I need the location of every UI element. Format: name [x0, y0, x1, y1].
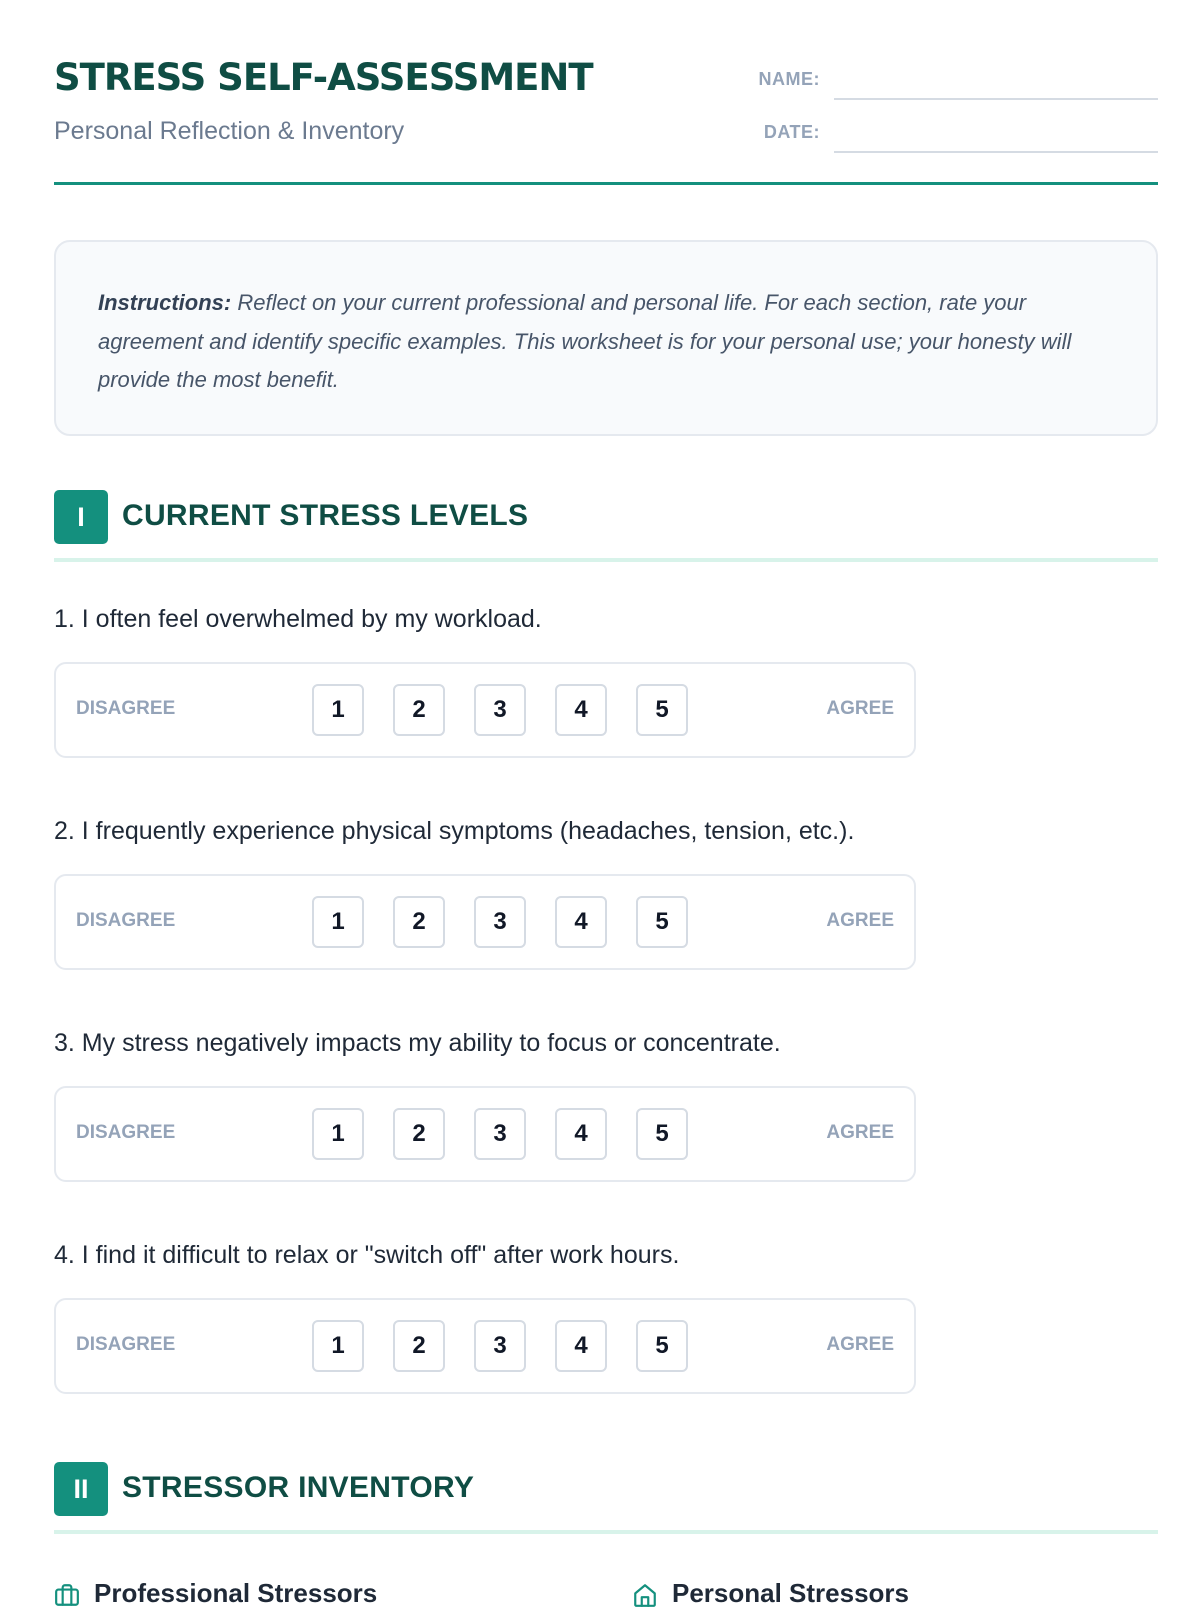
name-label: NAME: [758, 69, 820, 89]
personal-stressors-label: Personal Stressors [672, 1578, 910, 1608]
scale-disagree-label: DISAGREE [76, 1122, 176, 1143]
instructions-body: Reflect on your current professional and personal life. For each section, rate your agreement and identify specific examples. This worksheet is for your personal use; your honesty will provide the most benefit. [98, 290, 1072, 392]
scale-agree-label: AGREE [826, 698, 894, 719]
rating-option-3[interactable]: 3 [474, 896, 526, 948]
question-text: 1. I often feel overwhelmed by my workload. [54, 605, 542, 633]
section-stressor-inventory [54, 1462, 1158, 1534]
rating-scale [54, 1086, 916, 1182]
scale-agree-label: AGREE [826, 910, 894, 931]
rating-option-2[interactable]: 2 [393, 684, 445, 736]
page-title: STRESS SELF-ASSESSMENT [54, 56, 593, 99]
rating-option-4[interactable]: 4 [555, 1320, 607, 1372]
rating-option-4[interactable]: 4 [555, 684, 607, 736]
rating-scale [54, 874, 916, 970]
scale-disagree-label: DISAGREE [76, 910, 176, 931]
scale-disagree-label: DISAGREE [76, 1334, 176, 1355]
instructions-lead: Instructions: [98, 290, 232, 315]
page-subtitle: Personal Reflection & Inventory [54, 117, 405, 145]
section-number-badge: II [54, 1462, 108, 1516]
rating-option-2[interactable]: 2 [393, 896, 445, 948]
rating-option-3[interactable]: 3 [474, 684, 526, 736]
rating-option-1[interactable]: 1 [312, 1320, 364, 1372]
rating-scale [54, 662, 916, 758]
home-icon [632, 1582, 658, 1608]
section-current-stress [54, 490, 1158, 562]
question-text: 4. I find it difficult to relax or "switch off" after work hours. [54, 1241, 680, 1269]
header-divider [54, 182, 1158, 185]
date-label: DATE: [763, 122, 820, 142]
rating-option-1[interactable]: 1 [312, 684, 364, 736]
rating-option-5[interactable]: 5 [636, 1320, 688, 1372]
instructions-text [98, 284, 1114, 400]
instructions-box [54, 240, 1158, 436]
scale-agree-label: AGREE [826, 1334, 894, 1355]
section-divider [54, 1530, 1158, 1534]
section-number-badge: I [54, 490, 108, 544]
rating-option-3[interactable]: 3 [474, 1320, 526, 1372]
question-text: 3. My stress negatively impacts my ability to focus or concentrate. [54, 1029, 781, 1057]
question-text: 2. I frequently experience physical symptoms (headaches, tension, etc.). [54, 817, 855, 845]
section-divider [54, 558, 1158, 562]
rating-option-5[interactable]: 5 [636, 1108, 688, 1160]
rating-option-4[interactable]: 4 [555, 896, 607, 948]
scale-disagree-label: DISAGREE [76, 698, 176, 719]
date-field[interactable] [834, 123, 1158, 153]
section-title: STRESSOR INVENTORY [122, 1471, 475, 1504]
rating-option-2[interactable]: 2 [393, 1320, 445, 1372]
rating-scale [54, 1298, 916, 1394]
rating-option-4[interactable]: 4 [555, 1108, 607, 1160]
section-title: CURRENT STRESS LEVELS [122, 499, 529, 532]
rating-option-1[interactable]: 1 [312, 1108, 364, 1160]
rating-option-5[interactable]: 5 [636, 684, 688, 736]
rating-option-1[interactable]: 1 [312, 896, 364, 948]
briefcase-icon [54, 1582, 80, 1608]
professional-stressors-label: Professional Stressors [94, 1578, 378, 1608]
rating-option-2[interactable]: 2 [393, 1108, 445, 1160]
rating-option-3[interactable]: 3 [474, 1108, 526, 1160]
name-field[interactable] [834, 70, 1158, 100]
rating-option-5[interactable]: 5 [636, 896, 688, 948]
scale-agree-label: AGREE [826, 1122, 894, 1143]
